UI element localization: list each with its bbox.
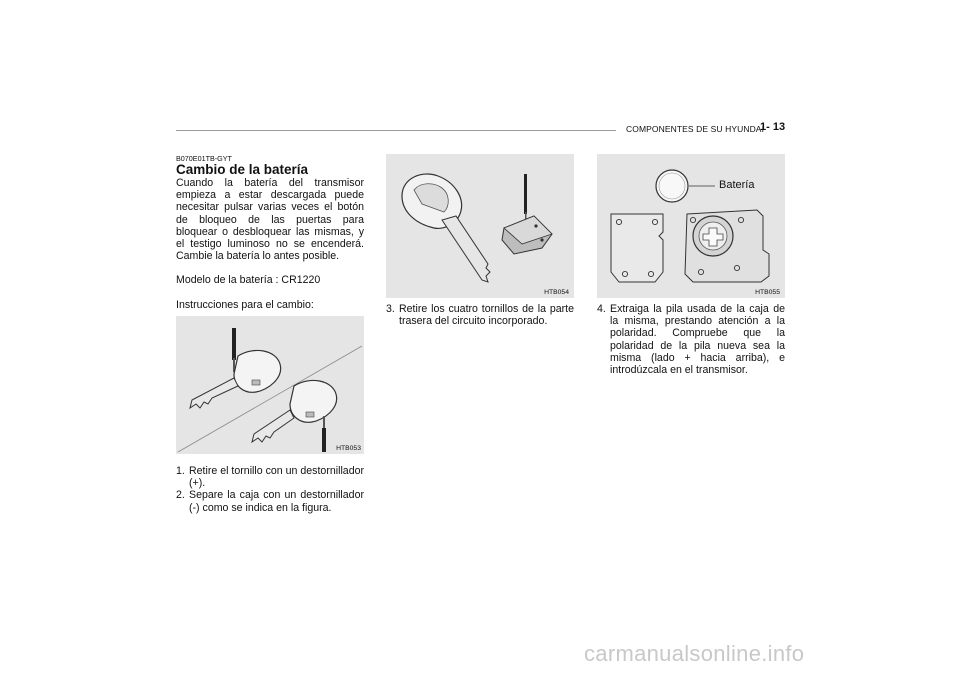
page-number: 1- 13 <box>760 121 786 133</box>
figure-code: HTB054 <box>544 289 569 296</box>
watermark: carmanualsonline.info <box>584 641 805 666</box>
battery-model: Modelo de la batería : CR1220 <box>176 274 321 287</box>
instructions-heading: Instrucciones para el cambio: <box>176 298 314 311</box>
step-text: Retire el tornillo con un destornillador (+). <box>189 465 364 490</box>
figure-battery <box>597 154 785 298</box>
step-text: Separe la caja con un destornillador (-) como se indica en la figura. <box>189 489 364 514</box>
step-2 <box>176 489 364 513</box>
step-4 <box>597 303 785 376</box>
figure-opened-key <box>386 154 574 298</box>
step-1 <box>176 465 364 489</box>
step-number: 4. <box>597 303 606 315</box>
step-number: 2. <box>176 489 185 502</box>
key-screwdrivers-illustration <box>176 316 364 454</box>
header-section-title: COMPONENTES DE SU HYUNDAI <box>626 124 765 134</box>
step-text: Retire los cuatro tornillos de la parte trasera del circuito incorporado. <box>399 303 574 328</box>
steps-list-2 <box>386 303 574 327</box>
step-text: Extraiga la pila usada de la caja de la misma, prestando atención a la polaridad. Compruebe que la polaridad de la pila nueva sea la misma (lado + hacia arriba), e introdúzcala en el transmisor. <box>610 303 785 377</box>
figure-code: HTB055 <box>755 289 780 296</box>
section-code: B070E01TB-GYT <box>176 154 232 163</box>
opened-key-illustration <box>386 154 574 298</box>
intro-paragraph: Cuando la batería del transmisor empieza a estar descargada puede necesitar pulsar varias veces el botón de bloqueo de las puertas para bloquear o desbloquear las mismas, y el testigo luminoso no se encenderá. Cambie la batería lo antes posible. <box>176 177 364 263</box>
steps-list-1 <box>176 465 364 514</box>
step-number: 1. <box>176 465 185 477</box>
step-3 <box>386 303 574 327</box>
battery-illustration <box>597 154 785 298</box>
step-number: 3. <box>386 303 395 315</box>
figure-code: HTB053 <box>336 445 361 452</box>
section-title: Cambio de la batería <box>176 162 309 177</box>
header-rule <box>176 130 616 131</box>
intro-section <box>176 154 364 311</box>
steps-list-3 <box>597 303 785 376</box>
battery-label: Batería <box>719 179 755 191</box>
figure-key-screwdrivers <box>176 316 364 454</box>
